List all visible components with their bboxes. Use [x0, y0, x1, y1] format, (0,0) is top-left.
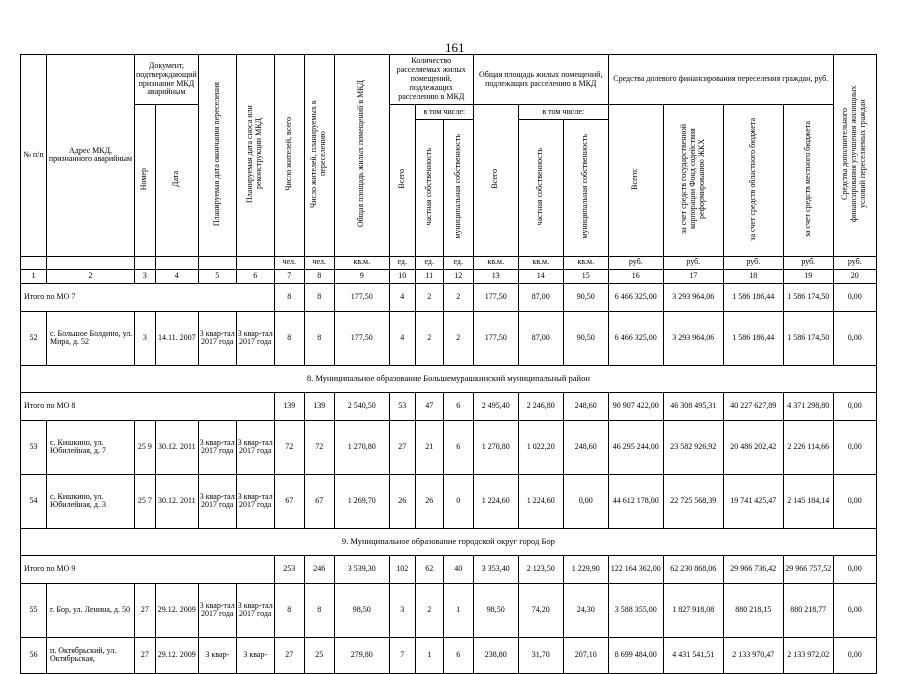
units-row-cell: руб.: [608, 256, 663, 269]
house-cell: 30.12. 2011: [155, 474, 198, 528]
column-number-row-cell: 7: [274, 269, 304, 283]
column-number-row-cell: 3: [135, 269, 156, 283]
total-row: [21, 555, 877, 583]
units-row-cell: чел.: [274, 256, 304, 269]
total-value: 62: [415, 555, 443, 583]
house-cell: 207,10: [563, 637, 608, 673]
house-cell: 27: [135, 637, 156, 673]
header-plan-demolish: Планируемая дата сноса или реконструкции МКД: [245, 105, 264, 203]
house-cell: 98,50: [334, 583, 389, 637]
total-value: 2 123,50: [518, 555, 563, 583]
municipality-row: [21, 365, 877, 392]
house-cell: 1 022,20: [518, 420, 563, 474]
house-cell: 44 612 178,00: [608, 474, 663, 528]
header-area-private: частная собственность: [535, 147, 545, 226]
house-cell: 72: [304, 420, 334, 474]
total-value: 62 230 868,06: [663, 555, 723, 583]
house-cell: 2: [415, 583, 443, 637]
column-number-row-cell: 13: [473, 269, 518, 283]
units-row-cell: ед.: [389, 256, 415, 269]
house-cell: 1 270,80: [473, 420, 518, 474]
house-cell: 248,60: [563, 420, 608, 474]
units-row-cell: ед.: [415, 256, 443, 269]
total-row: [21, 283, 877, 311]
units-row-cell: кв.м.: [334, 256, 389, 269]
column-number-row-cell: 17: [663, 269, 723, 283]
house-cell: 46 295 244,00: [608, 420, 663, 474]
house-cell: 23 582 926,92: [663, 420, 723, 474]
total-value: 246: [304, 555, 334, 583]
house-row: [21, 637, 877, 673]
column-number-row: [21, 269, 877, 283]
units-row-cell: руб.: [833, 256, 876, 269]
header-doc-date: Дата: [171, 171, 181, 187]
house-cell: 26: [389, 474, 415, 528]
house-cell: 279,80: [334, 637, 389, 673]
house-cell: 25 7: [135, 474, 156, 528]
house-cell: 27: [389, 420, 415, 474]
total-value: 2 495,40: [473, 392, 518, 420]
total-value: 2 540,50: [334, 392, 389, 420]
house-cell: 3 квар-тал 2017 года: [236, 474, 274, 528]
house-cell: 8: [274, 311, 304, 365]
units-row: [21, 256, 877, 269]
house-cell: 880 218,77: [783, 583, 833, 637]
total-value: 253: [274, 555, 304, 583]
house-cell: 3: [135, 311, 156, 365]
house-cell: 27: [274, 637, 304, 673]
house-cell: 8: [274, 583, 304, 637]
header-area-group: Общая площадь жилых помещений, подлежащих расселению в МКД: [473, 55, 608, 105]
house-cell: 0,00: [833, 420, 876, 474]
house-cell: 87,00: [518, 311, 563, 365]
header-extra: Средства дополнительного финансирования улучшения жилищных условий переселяемых граждан: [840, 85, 868, 223]
column-number-row-cell: 10: [389, 269, 415, 283]
house-cell: 25: [304, 637, 334, 673]
house-cell: 3 квар-: [236, 637, 274, 673]
house-cell: 8 699 484,00: [608, 637, 663, 673]
house-cell: 3 квар-: [198, 637, 236, 673]
header-fund-region: за счет средств областного бюджета: [747, 117, 757, 241]
total-value: 46 308 495,31: [663, 392, 723, 420]
total-value: 6 466 325,00: [608, 283, 663, 311]
total-value: 8: [304, 283, 334, 311]
house-cell: 21: [415, 420, 443, 474]
house-cell: 25 9: [135, 420, 156, 474]
house-cell: 7: [389, 637, 415, 673]
column-number-row-cell: 9: [334, 269, 389, 283]
total-value: 248,60: [563, 392, 608, 420]
house-cell: 2: [415, 311, 443, 365]
column-number-row-cell: 2: [47, 269, 135, 283]
units-row-cell: [135, 256, 156, 269]
total-value: 40: [443, 555, 473, 583]
header-rooms-municipal: муниципальная собственность: [452, 134, 462, 239]
header-fund-fond: за счет средств государственной корпорации Фонд содействия реформированию ЖКХ: [678, 123, 706, 235]
header-plan-resettle: Планируемая дата окончания переселения: [211, 81, 221, 227]
house-cell: 14.11. 2007: [155, 311, 198, 365]
house-cell: 3 квар-тал 2017 года: [198, 583, 236, 637]
header-area-incl: в том числе:: [518, 105, 608, 120]
house-cell: 3 588 355,00: [608, 583, 663, 637]
house-cell: 177,50: [334, 311, 389, 365]
total-value: 139: [274, 392, 304, 420]
total-value: 177,50: [473, 283, 518, 311]
header-address: Адрес МКД, признанного аварийным: [47, 55, 135, 257]
house-cell: 27: [135, 583, 156, 637]
total-value: 4: [389, 283, 415, 311]
total-value: 3 353,40: [473, 555, 518, 583]
header-rooms-total: Всего: [396, 169, 406, 189]
column-number-row-cell: 14: [518, 269, 563, 283]
units-row-cell: [236, 256, 274, 269]
house-cell: 53: [21, 420, 47, 474]
municipality-title: 8. Муниципальное образование Большемурашкинский муниципальный район: [21, 365, 877, 392]
total-value: 47: [415, 392, 443, 420]
column-number-row-cell: 1: [21, 269, 47, 283]
column-number-row-cell: 16: [608, 269, 663, 283]
total-label: Итого по МО 9: [21, 555, 275, 583]
units-row-cell: кв.м.: [563, 256, 608, 269]
house-cell: 72: [274, 420, 304, 474]
house-row: [21, 583, 877, 637]
house-cell: 20 486 202,42: [723, 420, 783, 474]
house-cell: 3 квар-тал 2017 года: [198, 474, 236, 528]
total-value: 1 229,90: [563, 555, 608, 583]
house-cell: 6: [443, 420, 473, 474]
column-number-row-cell: 20: [833, 269, 876, 283]
house-cell: 8: [304, 311, 334, 365]
municipality-title: 9. Муниципальное образование городской округ город Бор: [21, 528, 877, 555]
house-cell: 1 586 174,50: [783, 311, 833, 365]
house-cell: 1: [443, 583, 473, 637]
total-value: 102: [389, 555, 415, 583]
units-row-cell: ед.: [443, 256, 473, 269]
total-value: 90 907 422,00: [608, 392, 663, 420]
house-cell: 3 квар-тал 2017 года: [236, 420, 274, 474]
header-document: Документ, подтверждающий признание МКД аварийным: [135, 55, 199, 105]
house-cell: 6 466 325,00: [608, 311, 663, 365]
house-cell: 1 224,60: [518, 474, 563, 528]
total-value: 2: [443, 283, 473, 311]
house-cell: 0: [443, 474, 473, 528]
header-rooms-private: частная собственность: [423, 147, 433, 226]
house-address: с. Кишкино, ул. Юбилейная, д. 3: [47, 474, 135, 528]
units-row-cell: [47, 256, 135, 269]
house-cell: 0,00: [833, 583, 876, 637]
total-value: 1 586 174,50: [783, 283, 833, 311]
column-number-row-cell: 15: [563, 269, 608, 283]
house-cell: 1 827 918,08: [663, 583, 723, 637]
header-fund-group: Средства долевого финансирования переселения граждан, руб.: [608, 55, 833, 105]
house-cell: 4: [389, 311, 415, 365]
house-address: п. Октябрьский, ул. Октябрьская,: [47, 637, 135, 673]
house-address: г. Бор, ул. Ленина, д. 50: [47, 583, 135, 637]
header-fund-total: Всего:: [630, 168, 640, 190]
column-number-row-cell: 11: [415, 269, 443, 283]
column-number-row-cell: 12: [443, 269, 473, 283]
house-cell: 29.12. 2009: [155, 583, 198, 637]
total-value: 0,00: [833, 392, 876, 420]
units-row-cell: чел.: [304, 256, 334, 269]
house-cell: 1 270,80: [334, 420, 389, 474]
house-cell: 3: [389, 583, 415, 637]
header-fund-local: за счет средств местного бюджета: [802, 120, 812, 238]
house-cell: 90,50: [563, 311, 608, 365]
column-number-row-cell: 5: [198, 269, 236, 283]
total-value: 6: [443, 392, 473, 420]
house-row: [21, 474, 877, 528]
house-cell: 3 квар-тал 2017 года: [236, 311, 274, 365]
house-cell: 2 133 970,47: [723, 637, 783, 673]
units-row-cell: [155, 256, 198, 269]
house-cell: 2: [443, 311, 473, 365]
house-row: [21, 311, 877, 365]
total-value: 29 966 757,52: [783, 555, 833, 583]
total-value: 90,50: [563, 283, 608, 311]
header-residents-plan: Число жителей, планируемых к переселению: [309, 100, 328, 208]
total-value: 177,50: [334, 283, 389, 311]
header-area-municipal: муниципальная собственность: [580, 134, 590, 239]
column-number-row-cell: 6: [236, 269, 274, 283]
house-cell: 2 133 972,02: [783, 637, 833, 673]
house-cell: 0,00: [833, 637, 876, 673]
units-row-cell: руб.: [663, 256, 723, 269]
total-value: 2 246,80: [518, 392, 563, 420]
house-cell: 3 квар-тал 2017 года: [236, 583, 274, 637]
total-label: Итого по МО 8: [21, 392, 275, 420]
units-row-cell: кв.м.: [473, 256, 518, 269]
house-cell: 56: [21, 637, 47, 673]
total-value: 3 539,30: [334, 555, 389, 583]
house-cell: 1 224,60: [473, 474, 518, 528]
house-cell: 6: [443, 637, 473, 673]
total-value: 139: [304, 392, 334, 420]
header-area-total2: Всего: [490, 169, 500, 189]
total-value: 122 164 362,00: [608, 555, 663, 583]
house-cell: 880 218,15: [723, 583, 783, 637]
units-row-cell: [21, 256, 47, 269]
page-number: 161: [445, 40, 465, 55]
house-cell: 1 269,70: [334, 474, 389, 528]
house-cell: 30.12. 2011: [155, 420, 198, 474]
house-cell: 29.12. 2009: [155, 637, 198, 673]
house-cell: 55: [21, 583, 47, 637]
house-cell: 26: [415, 474, 443, 528]
house-cell: 0,00: [563, 474, 608, 528]
house-cell: 8: [304, 583, 334, 637]
total-value: 1 586 186,44: [723, 283, 783, 311]
house-cell: 4 431 541,51: [663, 637, 723, 673]
total-value: 29 966 736,42: [723, 555, 783, 583]
house-cell: 98,50: [473, 583, 518, 637]
house-cell: 22 725 568,39: [663, 474, 723, 528]
house-cell: 52: [21, 311, 47, 365]
units-row-cell: [198, 256, 236, 269]
column-number-row-cell: 18: [723, 269, 783, 283]
units-row-cell: руб.: [723, 256, 783, 269]
house-cell: 238,80: [473, 637, 518, 673]
house-address: с. Большое Болдино, ул. Мира, д. 52: [47, 311, 135, 365]
house-cell: 1 586 186,44: [723, 311, 783, 365]
house-cell: 2 145 184,14: [783, 474, 833, 528]
total-value: 3 293 964,06: [663, 283, 723, 311]
house-cell: 1: [415, 637, 443, 673]
total-value: 2: [415, 283, 443, 311]
house-cell: 3 квар-тал 2017 года: [198, 420, 236, 474]
house-cell: 0,00: [833, 311, 876, 365]
header-residents: Число жителей, всего: [283, 117, 293, 191]
header-rooms-incl: в том числе:: [415, 105, 473, 120]
units-row-cell: кв.м.: [518, 256, 563, 269]
total-value: 0,00: [833, 283, 876, 311]
house-cell: 24,30: [563, 583, 608, 637]
house-cell: 54: [21, 474, 47, 528]
column-number-row-cell: 4: [155, 269, 198, 283]
header-doc-number: Номер: [139, 167, 149, 191]
total-value: 40 227 627,89: [723, 392, 783, 420]
column-number-row-cell: 19: [783, 269, 833, 283]
total-label: Итого по МО 7: [21, 283, 275, 311]
house-cell: 2 226 114,66: [783, 420, 833, 474]
total-value: 8: [274, 283, 304, 311]
total-value: 4 371 298,80: [783, 392, 833, 420]
units-row-cell: руб.: [783, 256, 833, 269]
house-cell: 0,00: [833, 474, 876, 528]
house-cell: 67: [274, 474, 304, 528]
house-cell: 74,20: [518, 583, 563, 637]
resettlement-table: [20, 54, 877, 674]
house-cell: 3 293 964,06: [663, 311, 723, 365]
house-address: с. Кишкино, ул. Юбилейная, д. 7: [47, 420, 135, 474]
house-cell: 177,50: [473, 311, 518, 365]
header-area-total: Общая площадь жилых помещений в МКД: [356, 80, 366, 228]
total-value: 0,00: [833, 555, 876, 583]
house-row: [21, 420, 877, 474]
house-cell: 67: [304, 474, 334, 528]
header-rooms-group: Количество расселяемых жилых помещений, подлежащих расселению в МКД: [389, 55, 473, 105]
header-num: № п/п: [21, 55, 47, 257]
total-value: 87,00: [518, 283, 563, 311]
total-value: 53: [389, 392, 415, 420]
house-cell: 19 741 425,47: [723, 474, 783, 528]
column-number-row-cell: 8: [304, 269, 334, 283]
municipality-row: [21, 528, 877, 555]
house-cell: 31,70: [518, 637, 563, 673]
house-cell: 3 квар-тал 2017 года: [198, 311, 236, 365]
total-row: [21, 392, 877, 420]
